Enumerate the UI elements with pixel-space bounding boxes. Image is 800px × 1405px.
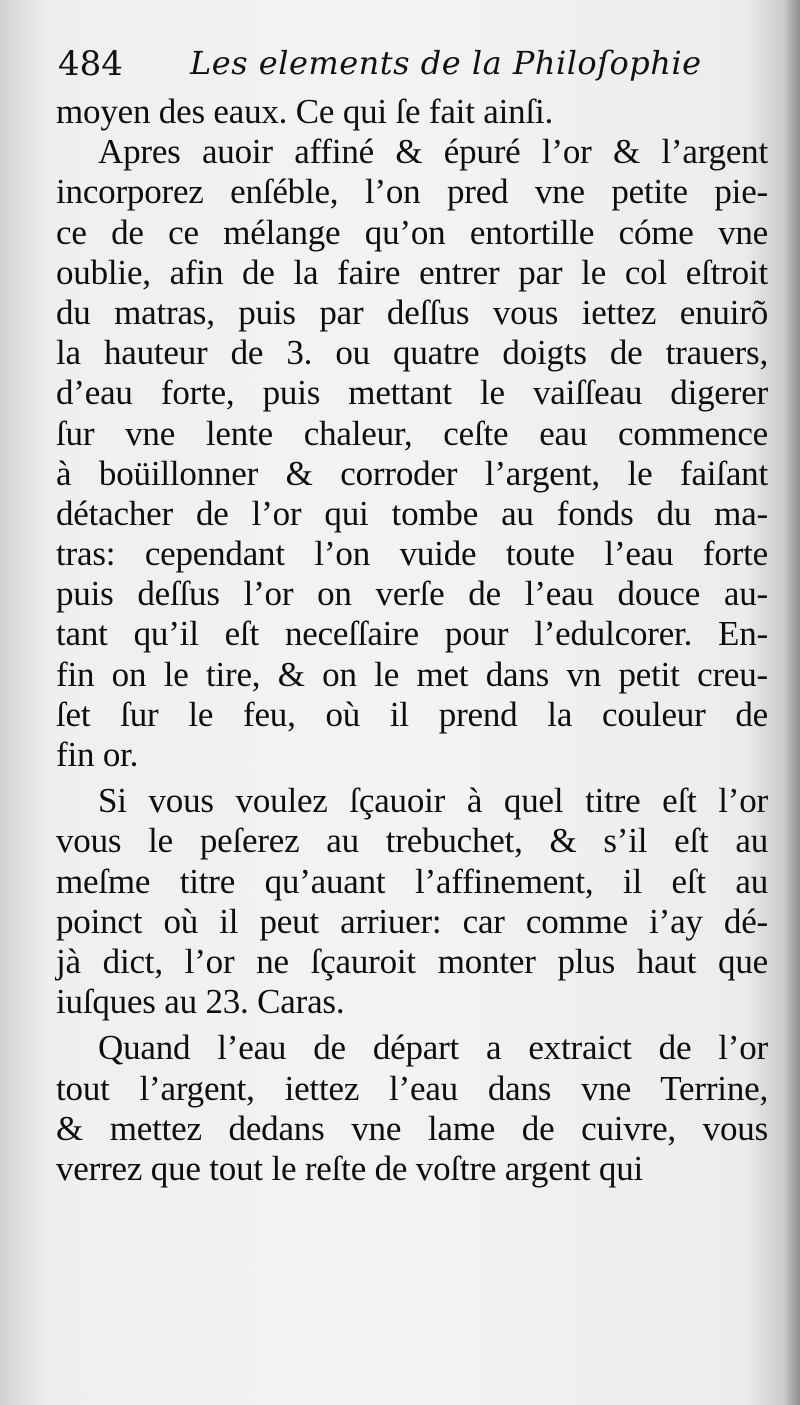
text-line: puis deſſus l’or on verſe de l’eau douce au-	[56, 574, 768, 614]
paragraph	[56, 781, 768, 1022]
running-title: Les elements de la Philoſophie	[190, 44, 702, 82]
text-line: Apres auoir affiné & épuré l’or & l’argent	[98, 132, 768, 172]
page-header	[58, 44, 758, 98]
text-line: Si vous voulez ſçauoir à quel titre eſt l’or	[98, 781, 768, 821]
page-number: 484	[58, 44, 123, 84]
text-line: vous le peſerez au trebuchet, & s’il eſt au	[56, 821, 768, 861]
text-line: verrez que tout le reſte de voſtre argent qui	[56, 1148, 644, 1188]
page-gutter-shadow	[784, 0, 800, 1405]
text-line: détacher de l’or qui tombe au fonds du ma-	[56, 493, 768, 533]
text-line: tras: cependant l’on vuide toute l’eau forte	[56, 534, 768, 574]
text-line: moyen des eaux. Ce qui ſe fait ainſi.	[56, 92, 554, 131]
paragraph	[56, 92, 768, 132]
text-line: oublie, afin de la faire entrer par le col eſtroit	[56, 252, 768, 292]
text-line: fin or.	[56, 735, 139, 774]
text-line: ſet ſur le feu, où il prend la couleur de	[56, 694, 768, 734]
text-line: incorporez enſéble, l’on pred vne petite pie-	[56, 172, 768, 212]
text-line: poinct où il peut arriuer: car comme i’ay dé-	[56, 901, 768, 941]
text-line: meſme titre qu’auant l’affinement, il eſt au	[56, 861, 768, 901]
text-line: d’eau forte, puis mettant le vaiſſeau digerer	[56, 373, 768, 413]
text-line: à boüillonner & corroder l’argent, le faiſant	[56, 453, 768, 493]
text-line: & mettez dedans vne lame de cuivre, vous	[56, 1108, 768, 1148]
text-line: ce de ce mélange qu’on entortille cóme vne	[56, 212, 768, 252]
text-line: ſur vne lente chaleur, ceſte eau commence	[56, 413, 768, 453]
paragraph	[56, 1028, 768, 1189]
text-line: tant qu’il eſt neceſſaire pour l’edulcorer. En-	[56, 614, 768, 654]
text-line: jà dict, l’or ne ſçauroit monter plus haut que	[56, 941, 768, 981]
text-line: du matras, puis par deſſus vous iettez enuirõ	[56, 292, 768, 332]
text-line: iuſques au 23. Caras.	[56, 982, 345, 1022]
text-line: la hauteur de 3. ou quatre doigts de trauers,	[56, 333, 768, 373]
paragraph	[56, 132, 768, 775]
body-text	[56, 92, 768, 1189]
text-line: tout l’argent, iettez l’eau dans vne Terrine,	[56, 1068, 768, 1108]
text-line: Quand l’eau de départ a extraict de l’or	[98, 1028, 768, 1068]
text-line: fin on le tire, & on le met dans vn petit creu-	[56, 654, 768, 694]
